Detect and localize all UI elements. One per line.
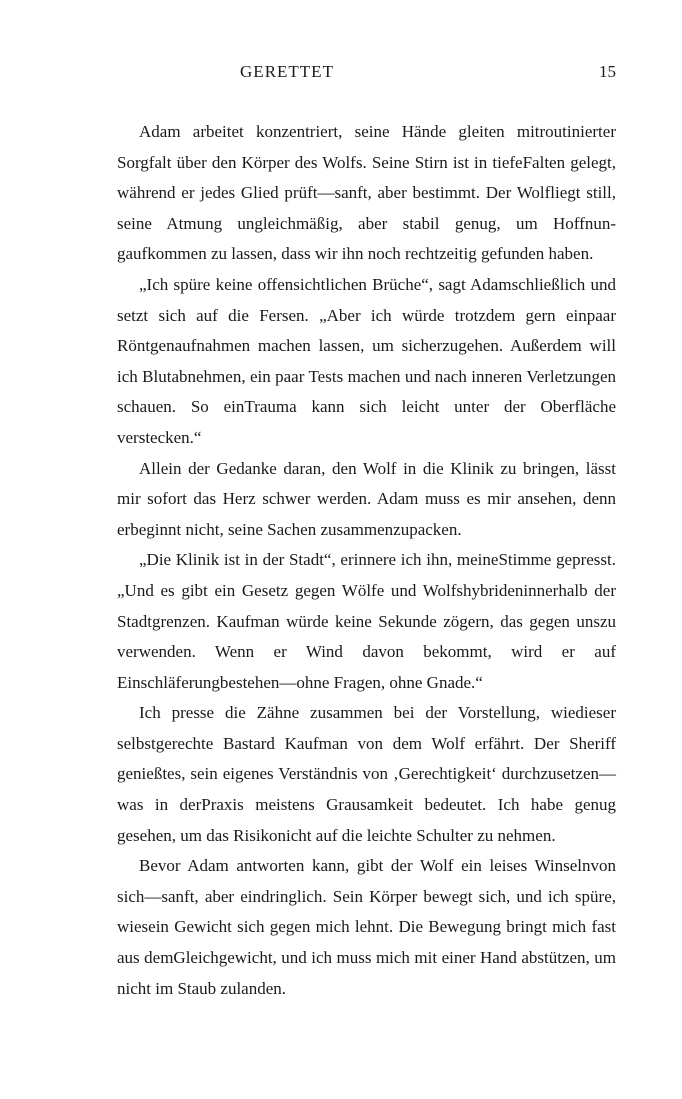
running-head: GERETTET [240, 62, 334, 81]
page-number: 15 [599, 62, 616, 81]
paragraph: Adam arbeitet konzentriert, seine Hände gleiten mitroutinierter Sorgfalt über den Körper des Wolfs. Seine Stirn ist in tiefeFalten gelegt, während er jedes Glied prüft—sanft, aber bestimmt. Der Wolfliegt still, seine Atmung ungleichmäßig, aber stabil genug, um Hoffnungaufkommen zu lassen, dass wir ihn noch rechtzeitig gefunden haben. [117, 122, 616, 264]
paragraph: Bevor Adam antworten kann, gibt der Wolf ein leises Winselnvon sich—sanft, aber eindringlich. Sein Körper bewegt sich, und ich spüre, wiesein Gewicht sich gegen mich lehnt. Die Bewegung bringt mich fast aus demGleichgewicht, und ich muss mich mit einer Hand abstützen, um nicht im Staub zulanden. [117, 856, 616, 998]
page-header [117, 62, 616, 86]
paragraph: Allein der Gedanke daran, den Wolf in die Klinik zu bringen, lässt mir sofort das Herz schwer werden. Adam muss es mir ansehen, denn erbeginnt nicht, seine Sachen zusammenzupacken. [117, 458, 616, 539]
paragraph: „Die Klinik ist in der Stadt“, erinnere ich ihn, meineStimme gepresst. „Und es gibt ein Gesetz gegen Wölfe und Wolfshybrideninnerhalb der Stadtgrenzen. Kaufman würde keine Sekunde zögern, das gegen unszu verwenden. Wenn er Wind davon bekommt, wird er auf Einschläferungbestehen—ohne Fragen, ohne Gnade.“ [117, 550, 616, 692]
body-text [117, 117, 616, 1004]
paragraph: „Ich spüre keine offensichtlichen Brüche“, sagt Adamschließlich und setzt sich auf die Fersen. „Aber ich würde trotzdem gern einpaar Röntgenaufnahmen machen lassen, um sicherzugehen. Außerdem will ich Blutabnehmen, ein paar Tests machen und nach inneren Verletzungen schauen. So einTrauma kann sich leicht unter der Oberfläche verstecken.“ [117, 274, 616, 447]
paragraph: Ich presse die Zähne zusammen bei der Vorstellung, wiedieser selbstgerechte Bastard Kaufman von dem Wolf erfährt. Der Sheriff genießtes, sein eigenes Verständnis von ‚Gerechtigkeit‘ durchzusetzen—was in derPraxis meistens Grausamkeit bedeutet. Ich habe genug gesehen, um das Risikonicht auf die leichte Schulter zu nehmen. [117, 703, 616, 845]
